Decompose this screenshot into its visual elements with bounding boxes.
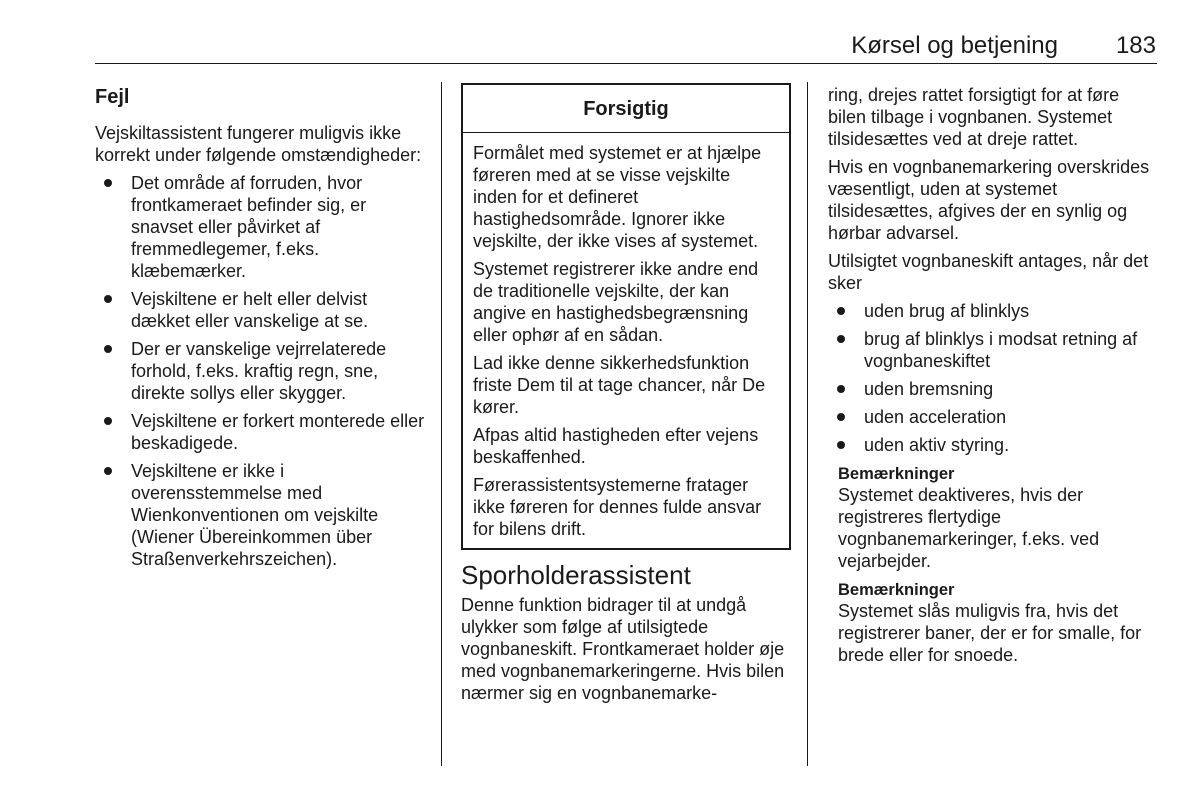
- note-title: Bemærkninger: [838, 581, 955, 599]
- caution-box: [461, 83, 791, 550]
- list-item: uden brug af blinklys: [828, 300, 1158, 322]
- header-title: Kørsel og betjening: [851, 32, 1058, 59]
- conditions-list: [95, 172, 425, 570]
- section-heading-sporholderassistent: Sporholderassistent: [461, 560, 691, 590]
- list-item: Vejskiltene er helt eller delvist dækket eller vanskelige at se.: [95, 288, 425, 332]
- column-left: [95, 84, 425, 576]
- list-item: uden acceleration: [828, 406, 1158, 428]
- column-divider: [441, 82, 442, 766]
- caution-paragraph: Lad ikke denne sikkerhedsfunktion friste Dem til at tage chancer, når De kører.: [473, 353, 766, 417]
- paragraph: ring, drejes rattet forsigtigt for at føre bilen tilbage i vognbanen. Systemet tilsidesættes ved at dreje rattet.: [828, 85, 1120, 149]
- list-item: Vejskiltene er ikke i overensstemmelse med Wienkonventionen om vejskilte (Wiener Übereinkommen über Straßenverkehrszeichen).: [95, 460, 425, 570]
- section-heading-fejl: Fejl: [95, 86, 130, 108]
- column-right: [828, 84, 1158, 672]
- caution-paragraph: Systemet registrerer ikke andre end de traditionelle vejskilte, der kan angive en hastighedsbegrænsning eller ophør af en sådan.: [473, 259, 759, 345]
- note-body: Systemet deaktiveres, hvis der registreres flertydige vognbanemarkeringer, f.eks. ved vejarbejder.: [838, 485, 1100, 571]
- note-body: Systemet slås muligvis fra, hvis det registrerer baner, der er for smalle, for brede eller for snoede.: [838, 601, 1142, 665]
- header-rule: [95, 63, 1157, 64]
- list-item: Der er vanskelige vejrrelaterede forhold, f.eks. kraftig regn, sne, direkte sollys eller skygger.: [95, 338, 425, 404]
- list-item: brug af blinklys i modsat retning af vognbaneskiftet: [828, 328, 1158, 372]
- list-item: Vejskiltene er forkert monterede eller beskadigede.: [95, 410, 425, 454]
- caution-paragraph: Formålet med systemet er at hjælpe føreren med at se visse vejskilte inden for et defineret hastighedsområde. Ignorer ikke vejskilte, der ikke vises af systemet.: [473, 143, 762, 251]
- caution-paragraph: Afpas altid hastigheden efter vejens beskaffenhed.: [473, 425, 759, 467]
- page-number: 183: [1115, 32, 1156, 59]
- note-title: Bemærkninger: [838, 465, 955, 483]
- section-paragraph: Denne funktion bidrager til at undgå ulykker som følge af utilsigtede vognbaneskift. Frontkameraet holder øje med vognbanemarkeringerne. Hvis bilen nærmer sig en vognbanemarke-: [461, 595, 785, 703]
- column-divider: [807, 82, 808, 766]
- column-middle: [461, 84, 791, 710]
- intro-paragraph: Vejskiltassistent fungerer muligvis ikke korrekt under følgende omstændigheder:: [95, 123, 422, 165]
- list-item: Det område af forruden, hvor frontkameraet befinder sig, er snavset eller påvirket af fremmedlegemer, f.eks. klæbemærker.: [95, 172, 425, 282]
- caution-title: Forsigtig: [463, 85, 789, 133]
- list-item: uden aktiv styring.: [828, 434, 1158, 456]
- paragraph: Hvis en vognbanemarkering overskrides væsentligt, uden at systemet tilsidesættes, afgives der en synlig og hørbar advarsel.: [828, 157, 1150, 243]
- paragraph: Utilsigtet vognbaneskift antages, når det sker: [828, 251, 1149, 293]
- lane-change-list: [828, 300, 1158, 456]
- caution-body: [463, 133, 789, 548]
- list-item: uden bremsning: [828, 378, 1158, 400]
- caution-paragraph: Førerassistentsystemerne fratager ikke føreren for dennes fulde ansvar for bilens drift.: [473, 475, 762, 539]
